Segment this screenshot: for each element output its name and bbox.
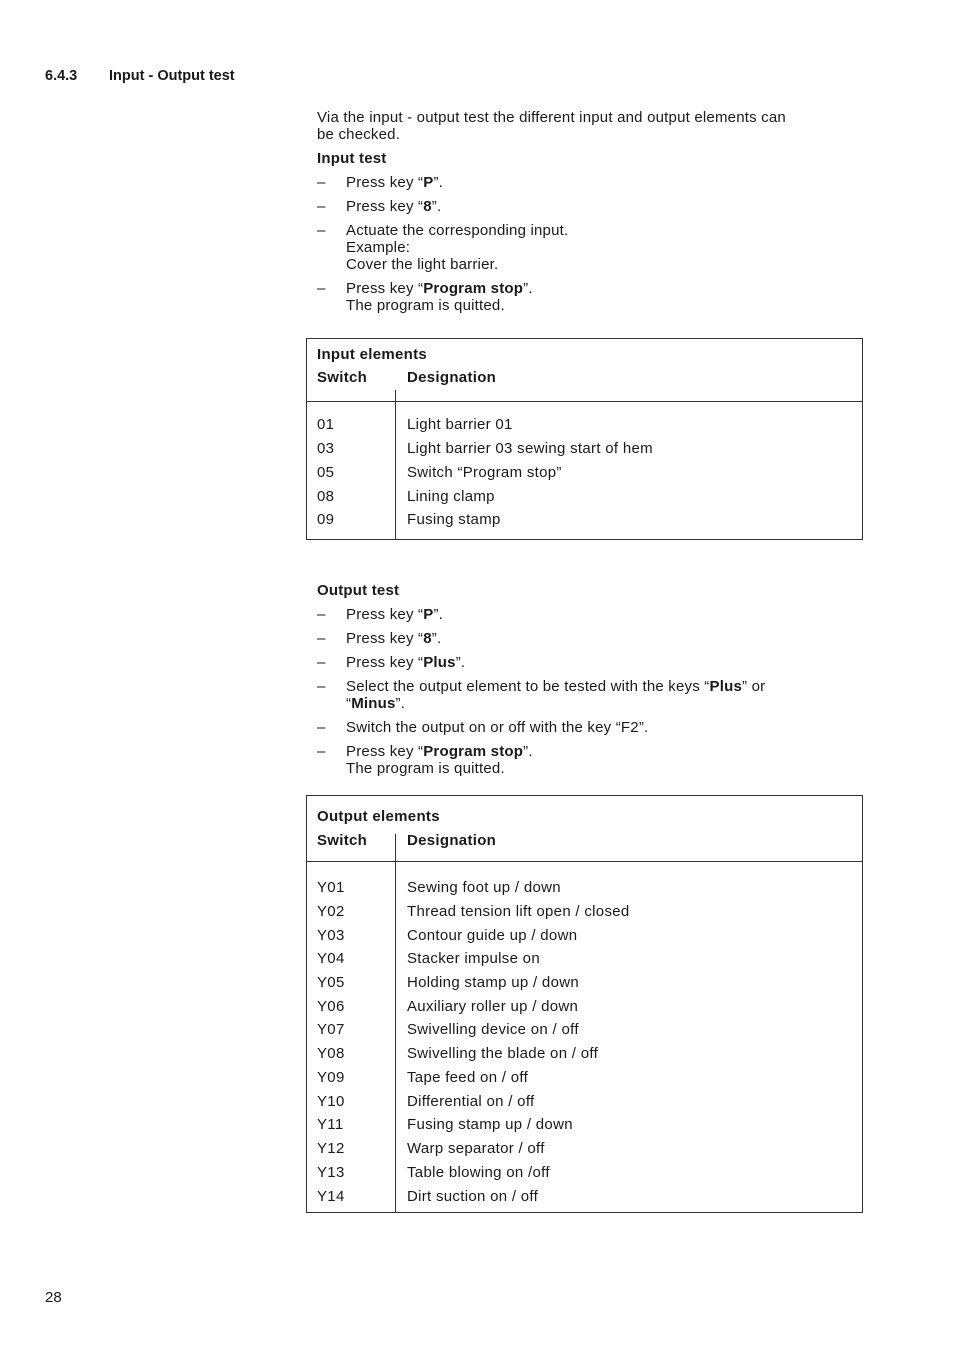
dash-marker: – (317, 280, 326, 297)
intro-line-1: Via the input - output test the different input and output elements can (317, 109, 786, 126)
column-header-switch: Switch (317, 369, 368, 386)
page-number: 28 (45, 1289, 62, 1306)
header-divider (307, 401, 862, 402)
key-name: P (423, 606, 434, 623)
column-header-designation: Designation (407, 369, 497, 386)
dash-marker: – (317, 654, 326, 671)
dash-marker: – (317, 630, 326, 647)
key-name: 8 (423, 630, 432, 647)
key-name: Minus (351, 695, 396, 712)
output-test-heading: Output test (317, 582, 400, 599)
intro-paragraph (317, 109, 857, 143)
dash-marker: – (317, 678, 326, 695)
dash-marker: – (317, 606, 326, 623)
table-title: Output elements (317, 808, 440, 825)
section-number: 6.4.3 (45, 68, 78, 84)
output-elements-table: Output elements Switch Designation Y01 Sewing foot up / down Y02 Thread tension lift open / closed Y03 Contour guide up / down Y04 Stacker impulse on Y05 Holding stamp up / down Y06 Auxiliary roller up / down Y07 Swivelling device on / off Y08 Swivelling the blade on / off Y09 Tape feed on / off Y10 Differential on / off Y11 Fusing stamp up / down Y12 Warp separator / off Y13 Table blowing on /off Y14 Dirt suction on / off (306, 795, 863, 1213)
dash-marker: – (317, 719, 326, 736)
key-name: Plus (709, 678, 742, 695)
intro-line-2: be checked. (317, 126, 401, 143)
key-name: P (423, 174, 434, 191)
dash-marker: – (317, 222, 326, 239)
input-test-heading: Input test (317, 150, 387, 167)
section-title: Input - Output test (109, 68, 235, 84)
column-header-designation: Designation (407, 832, 497, 849)
key-name: Plus (423, 654, 456, 671)
column-divider (395, 834, 396, 1212)
header-divider (307, 861, 862, 862)
key-name: Program stop (423, 743, 524, 760)
dash-marker: – (317, 743, 326, 760)
table-title: Input elements (317, 346, 428, 363)
column-header-switch: Switch (317, 832, 368, 849)
input-elements-table: Input elements Switch Designation 01 Light barrier 01 03 Light barrier 03 sewing start of hem 05 Switch “Program stop” 08 Lining clamp 09 Fusing stamp (306, 338, 863, 540)
column-divider (395, 390, 396, 539)
key-name: 8 (423, 198, 432, 215)
key-name: Program stop (423, 280, 524, 297)
dash-marker: – (317, 174, 326, 191)
dash-marker: – (317, 198, 326, 215)
